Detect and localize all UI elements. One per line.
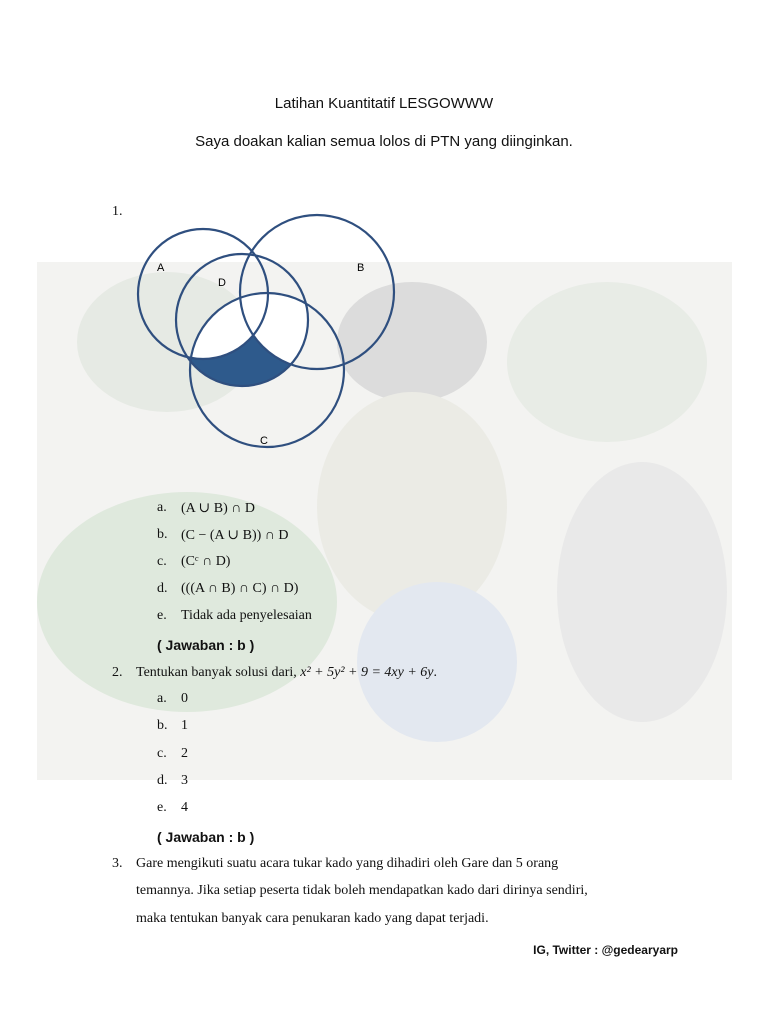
question-2-equation: x² + 5y² + 9 = 4xy + 6y <box>300 665 434 680</box>
question-2-number: 2. <box>112 665 123 680</box>
page-title: Latihan Kuantitatif LESGOWWW <box>274 95 494 112</box>
q2-option-letter: d. <box>157 773 168 788</box>
q2-option-text: 3 <box>181 773 188 788</box>
q2-option-letter: b. <box>157 718 168 733</box>
q1-option-text: (C − (A ∪ B)) ∩ D <box>181 528 289 543</box>
venn-label-d: D <box>218 277 226 289</box>
q1-option-letter: d. <box>157 581 168 596</box>
q1-option-text: (((A ∩ B) ∩ C) ∩ D) <box>181 581 299 596</box>
q2-answer: ( Jawaban : b ) <box>157 829 255 845</box>
question-3-line: Gare mengikuti suatu acara tukar kado yang dihadiri oleh Gare dan 5 orang <box>136 856 559 871</box>
question-3-number: 3. <box>112 856 123 871</box>
venn-label-b: B <box>357 262 365 274</box>
q1-option-letter: c. <box>157 554 167 569</box>
q1-option-text: (A ∪ B) ∩ D <box>181 501 255 516</box>
q1-option-letter: a. <box>157 500 167 515</box>
q2-option-letter: c. <box>157 746 167 761</box>
social-credit: IG, Twitter : @gedearyarp <box>533 943 678 957</box>
q1-option-letter: e. <box>157 608 167 623</box>
q2-option-text: 4 <box>181 800 188 815</box>
venn-label-a: A <box>157 262 165 274</box>
question-3-line: temannya. Jika setiap peserta tidak boleh mendapatkan kado dari dirinya sendiri, <box>136 883 588 898</box>
q2-option-letter: e. <box>157 800 167 815</box>
question-1-number: 1. <box>112 204 123 219</box>
venn-label-c: C <box>260 435 268 447</box>
venn-diagram <box>130 205 405 455</box>
q1-answer: ( Jawaban : b ) <box>157 637 255 653</box>
page-subtitle: Saya doakan kalian semua lolos di PTN yang diinginkan. <box>195 133 573 150</box>
q2-option-text: 1 <box>181 718 188 733</box>
question-2-suffix: . <box>433 665 438 680</box>
q2-option-text: 2 <box>181 746 188 761</box>
q2-option-letter: a. <box>157 691 167 706</box>
q2-option-text: 0 <box>181 691 188 706</box>
q1-option-text: Tidak ada penyelesaian <box>181 608 312 623</box>
question-2-prefix: Tentukan banyak solusi dari, <box>136 665 301 680</box>
question-2-text <box>136 664 437 682</box>
q1-option-letter: b. <box>157 527 168 542</box>
question-3-line: maka tentukan banyak cara penukaran kado yang dapat terjadi. <box>136 911 489 926</box>
q1-option-text: (Cᶜ ∩ D) <box>181 554 231 569</box>
